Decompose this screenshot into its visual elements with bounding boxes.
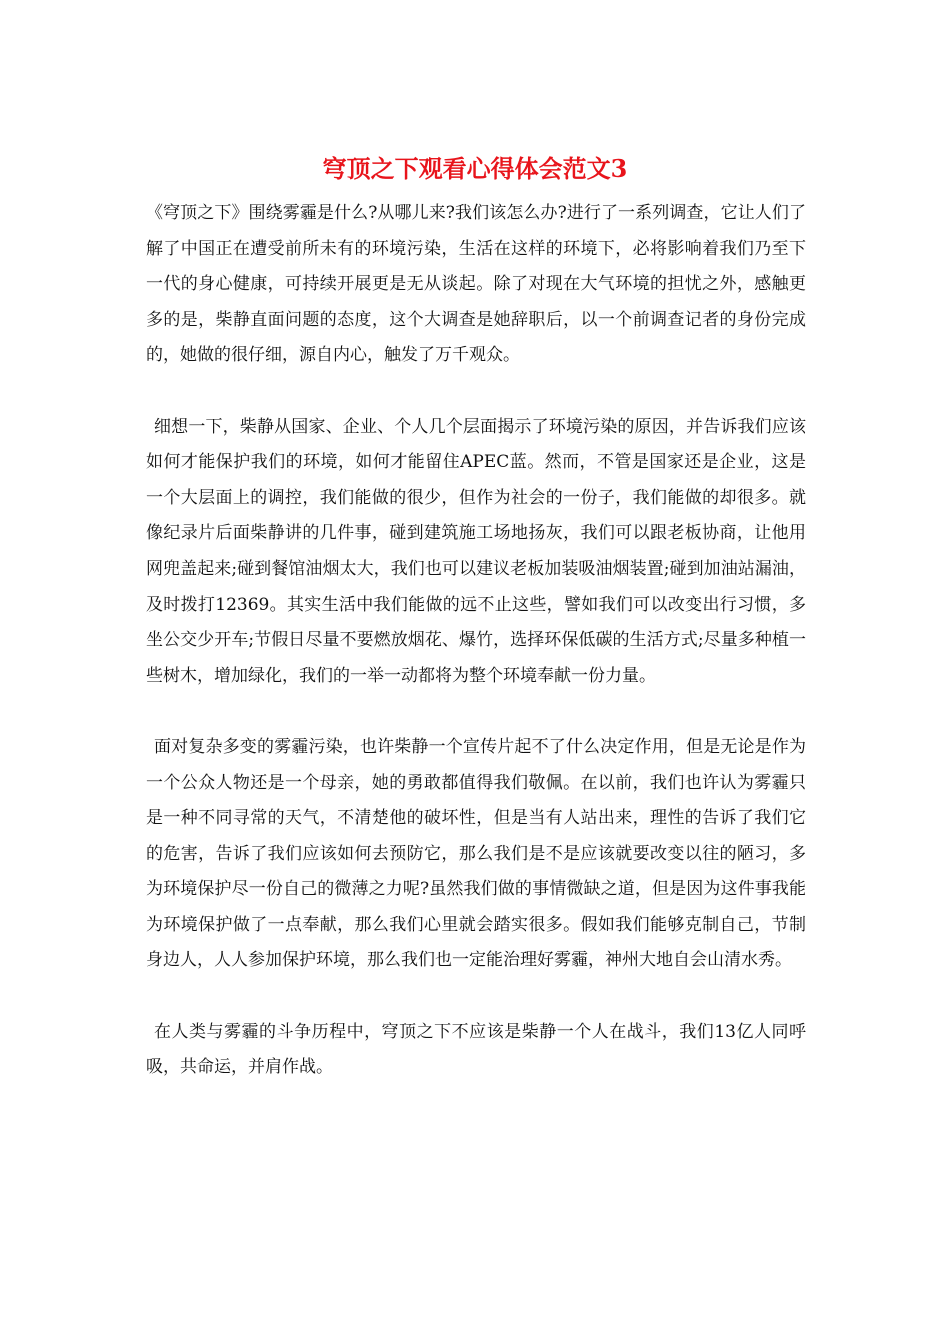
paragraph-4: 在人类与雾霾的斗争历程中，穹顶之下不应该是柴静一个人在战斗，我们13亿人同呼吸，共命运，并肩作战。 [146, 1021, 806, 1078]
paragraph-1: 《穹顶之下》围绕雾霾是什么?从哪儿来?我们该怎么办?进行了一系列调查，它让人们了解了中国正在遭受前所未有的环境污染，生活在这样的环境下，必将影响着我们乃至下一代的身心健康，可持续开展更是无从谈起。除了对现在大气环境的担忧之外，感触更多的是，柴静直面问题的态度，这个大调查是她辞职后，以一个前调查记者的身份完成的，她做的很仔细，源自内心，触发了万千观众。 [146, 203, 806, 366]
document-body [146, 196, 806, 1121]
document-title: 穹顶之下观看心得体会范文3 [322, 154, 628, 183]
paragraph-3: 面对复杂多变的雾霾污染，也许柴静一个宣传片起不了什么决定作用，但是无论是作为一个公众人物还是一个母亲，她的勇敢都值得我们敬佩。在以前，我们也许认为雾霾只是一种不同寻常的天气，不清楚他的破坏性，但是当有人站出来，理性的告诉了我们它的危害，告诉了我们应该如何去预防它，那么我们是不是应该就要改变以往的陋习，多为环境保护尽一份自己的微薄之力呢?虽然我们做的事情微缺之道，但是因为这件事我能为环境保护做了一点奉献，那么我们心里就会踏实很多。假如我们能够克制自己，节制身边人，人人参加保护环境，那么我们也一定能治理好雾霾，神州大地自会山清水秀。 [146, 736, 806, 971]
paragraph-2: 细想一下，柴静从国家、企业、个人几个层面揭示了环境污染的原因，并告诉我们应该如何才能保护我们的环境，如何才能留住APEC蓝。然而，不管是国家还是企业，这是一个大层面上的调控，我们能做的很少，但作为社会的一份子，我们能做的却很多。就像纪录片后面柴静讲的几件事，碰到建筑施工场地扬灰，我们可以跟老板协商，让他用网兜盖起来;碰到餐馆油烟太大，我们也可以建议老板加装吸油烟装置;碰到加油站漏油，及时拨打12369。其实生活中我们能做的远不止这些，譬如我们可以改变出行习惯，多坐公交少开车;节假日尽量不要燃放烟花、爆竹，选择环保低碳的生活方式;尽量多种植一些树木，增加绿化，我们的一举一动都将为整个环境奉献一份力量。 [146, 416, 806, 686]
